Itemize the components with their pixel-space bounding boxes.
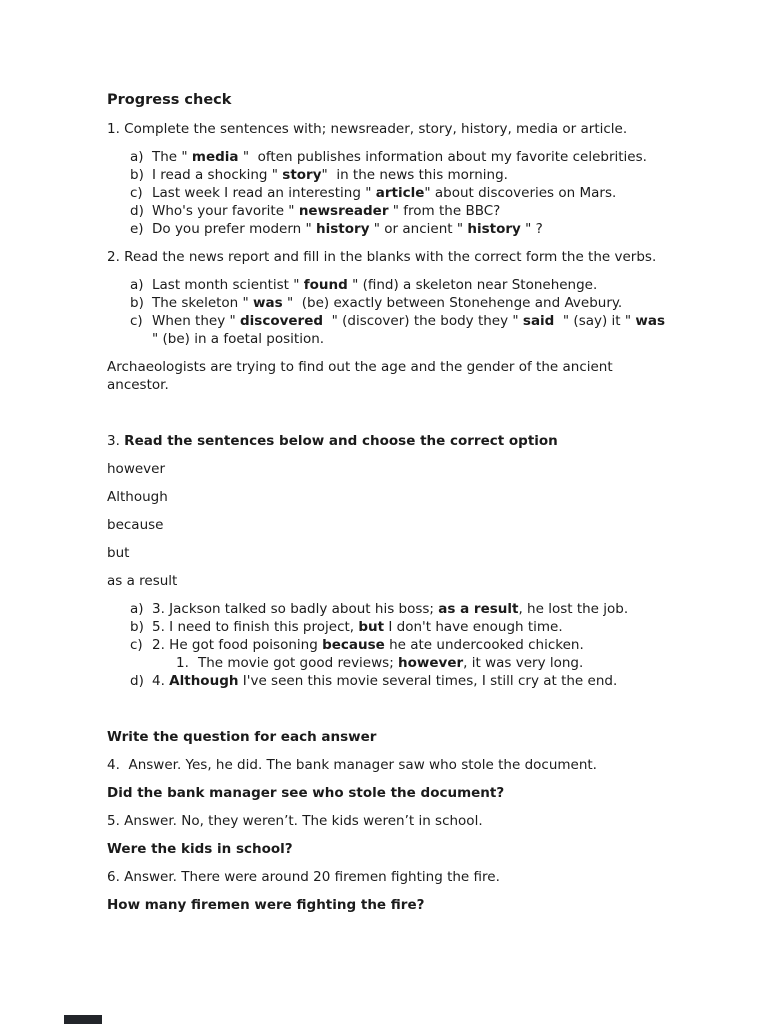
document-content: [107, 90, 674, 914]
bold-run: found: [303, 277, 348, 293]
text-run: Who's your favorite ": [152, 203, 299, 219]
option-word: [107, 460, 665, 478]
list-item-marker: d): [130, 673, 144, 689]
list-item-marker: c): [130, 185, 143, 201]
list-item: [130, 312, 674, 348]
text-run: I read a shocking ": [152, 167, 283, 183]
exercise-2-note: [107, 358, 665, 394]
text-run: 4.: [152, 673, 170, 689]
text-run: 4. Answer. Yes, he did. The bank manager saw who stole the document.: [107, 757, 597, 773]
bold-run: Progress check: [107, 92, 232, 108]
text-run: " often publishes information about my favorite celebrities.: [238, 149, 647, 165]
text-run: " (find) a skeleton near Stonehenge.: [347, 277, 598, 293]
text-run: , it was very long.: [463, 655, 584, 671]
exercise-2-instruction: [107, 248, 665, 266]
option-word: [107, 516, 665, 534]
list-item: [130, 276, 665, 294]
list-item-text: [152, 184, 665, 202]
list-item: [130, 294, 665, 312]
list-item-marker: d): [130, 203, 144, 219]
text-run: The movie got good reviews;: [198, 655, 399, 671]
text-run: 3.: [107, 433, 125, 449]
bold-run: history: [467, 221, 521, 237]
text-run: 1. Complete the sentences with; newsreader, story, history, media or article.: [107, 121, 628, 137]
list-item-text: [152, 166, 665, 184]
text-run: When they ": [152, 313, 240, 329]
list-item-marker: c): [130, 637, 143, 653]
text-run: 6. Answer. There were around 20 firemen fighting the fire.: [107, 869, 500, 885]
list-item: [130, 672, 665, 690]
bold-run: media: [191, 149, 239, 165]
text-run: " (be) in a foetal position.: [152, 313, 674, 347]
exercise-3-heading: [107, 432, 665, 450]
list-item-marker: b): [130, 619, 144, 635]
bold-run: story: [282, 167, 322, 183]
list-item-text: [152, 672, 665, 690]
text-run: The ": [152, 149, 192, 165]
list-item-text: [152, 202, 665, 220]
list-item: [130, 220, 665, 238]
text-run: I've seen this movie several times, I still cry at the end.: [238, 673, 618, 689]
text-run: , he lost the job.: [518, 601, 629, 617]
question-6: [107, 896, 665, 914]
list-item: [130, 202, 665, 220]
text-run: Last month scientist ": [152, 277, 304, 293]
text-run: because: [107, 517, 164, 533]
list-item-text: [152, 294, 665, 312]
question-4: [107, 784, 665, 802]
list-item-text: [152, 600, 665, 618]
text-run: Do you prefer modern ": [152, 221, 317, 237]
bold-run: was: [253, 295, 283, 311]
list-item: [130, 618, 665, 636]
list-item-text: [152, 636, 665, 654]
bold-run: because: [322, 637, 385, 653]
list-item-marker: a): [130, 601, 144, 617]
document-title: [107, 90, 665, 110]
text-run: but: [107, 545, 130, 561]
bold-run: was: [635, 313, 666, 329]
list-item-marker: c): [130, 313, 143, 329]
bold-run: article: [375, 185, 425, 201]
text-run: The skeleton ": [152, 295, 254, 311]
list-item-text: [152, 220, 665, 238]
exercise-1-instruction: [107, 120, 665, 138]
option-word: [107, 488, 665, 506]
text-run: he ate undercooked chicken.: [384, 637, 584, 653]
option-word: [107, 544, 665, 562]
list-item: [176, 654, 665, 672]
text-run: 2. Read the news report and fill in the blanks with the correct form the the verbs.: [107, 249, 657, 265]
text-run: Last week I read an interesting ": [152, 185, 376, 201]
list-item-marker: a): [130, 277, 144, 293]
text-run: " (discover) the body they ": [323, 313, 523, 329]
bold-run: Read the sentences below and choose the correct option: [124, 433, 558, 449]
text-run: " or ancient ": [369, 221, 468, 237]
text-run: I don't have enough time.: [384, 619, 563, 635]
text-run: 5. Answer. No, they weren’t. The kids weren’t in school.: [107, 813, 483, 829]
list-item: [130, 166, 665, 184]
bold-run: history: [316, 221, 370, 237]
bold-run: Although: [169, 673, 239, 689]
list-item-marker: e): [130, 221, 144, 237]
answer-4: [107, 756, 665, 774]
text-run: " from the BBC?: [388, 203, 501, 219]
text-run: " (say) it ": [554, 313, 636, 329]
text-run: as a result: [107, 573, 178, 589]
list-item: [130, 600, 665, 618]
list-item: [130, 184, 665, 202]
list-item-marker: b): [130, 295, 144, 311]
list-item: [130, 148, 665, 166]
viewer-edge-fragment: [64, 1015, 102, 1024]
text-run: Although: [107, 489, 168, 505]
text-run: Archaeologists are trying to find out the age and the gender of the ancient ancestor.: [107, 359, 617, 393]
bold-run: however: [398, 655, 464, 671]
bold-run: but: [358, 619, 385, 635]
bold-run: said: [522, 313, 555, 329]
list-item-text: [152, 618, 665, 636]
bold-run: as a result: [438, 601, 519, 617]
bold-run: discovered: [240, 313, 324, 329]
list-item-text: [152, 312, 674, 348]
list-item-text: [152, 276, 665, 294]
text-run: 3. Jackson talked so badly about his boss;: [152, 601, 439, 617]
option-word: [107, 572, 665, 590]
answer-6: [107, 868, 665, 886]
write-question-heading: [107, 728, 665, 746]
text-run: " about discoveries on Mars.: [424, 185, 617, 201]
bold-run: newsreader: [298, 203, 389, 219]
text-run: 2. He got food poisoning: [152, 637, 323, 653]
list-item-marker: a): [130, 149, 144, 165]
bold-run: Write the question for each answer: [107, 729, 377, 745]
text-run: " ?: [520, 221, 543, 237]
text-run: " (be) exactly between Stonehenge and Avebury.: [282, 295, 623, 311]
list-item-marker: 1.: [176, 655, 189, 671]
question-5: [107, 840, 665, 858]
text-run: " in the news this morning.: [321, 167, 508, 183]
bold-run: Did the bank manager see who stole the document?: [107, 785, 505, 801]
text-run: however: [107, 461, 166, 477]
list-item-text: [198, 654, 665, 672]
bold-run: Were the kids in school?: [107, 841, 293, 857]
bold-run: How many firemen were fighting the fire?: [107, 897, 425, 913]
list-item-text: [152, 148, 665, 166]
answer-5: [107, 812, 665, 830]
text-run: 5. I need to finish this project,: [152, 619, 359, 635]
list-item-marker: b): [130, 167, 144, 183]
list-item: [130, 636, 665, 654]
